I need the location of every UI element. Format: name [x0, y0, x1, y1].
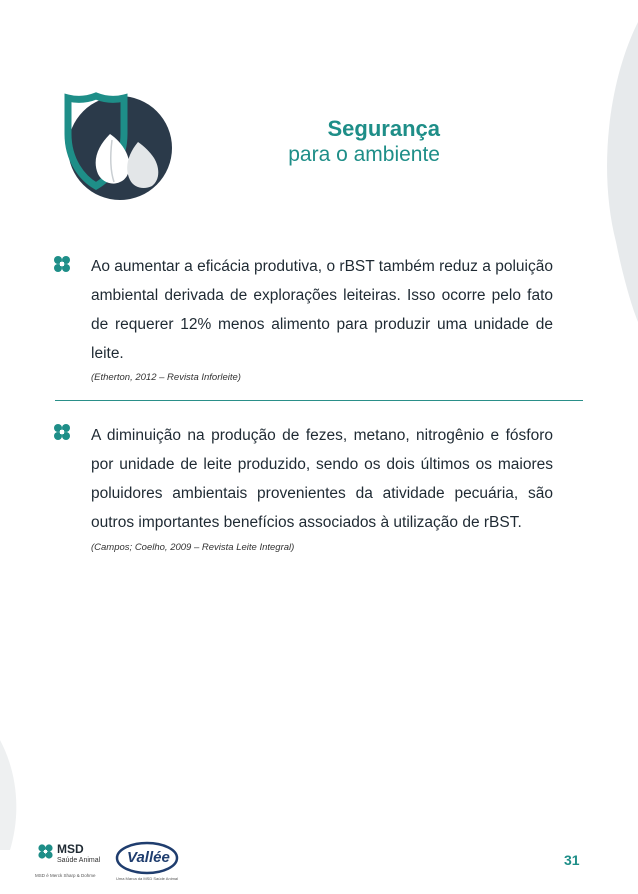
- citation-2: (Campos; Coelho, 2009 – Revista Leite Integral): [91, 542, 295, 553]
- paragraph-1: Ao aumentar a eficácia produtiva, o rBST também reduz a poluição ambiental derivada de explorações leiteiras. Isso ocorre pelo fato de requerer 12% menos alimento para produzir uma unidade de leite.: [91, 258, 553, 362]
- section-divider: [55, 400, 583, 401]
- page-title: Segurança: [327, 116, 440, 141]
- shield-leaf-icon: [58, 82, 178, 202]
- citation-1: (Etherton, 2012 – Revista Inforleite): [91, 372, 241, 383]
- msd-cross-icon: [52, 254, 72, 274]
- msd-footnote: MSD é Merck Sharp & Dohme: [35, 873, 96, 878]
- vallee-brand: Vallée: [127, 849, 170, 866]
- page-subtitle: para o ambiente: [288, 143, 440, 166]
- vallee-footnote: Uma Marca da MSD Saúde Animal: [116, 876, 179, 881]
- msd-tagline: Saúde Animal: [57, 857, 101, 864]
- section-header: [200, 116, 440, 168]
- paragraph-2: A diminuição na produção de fezes, metano, nitrogênio e fósforo por unidade de leite produzido, sendo os dois últimos os maiores poluidores ambientais provenientes da atividade pecuária, são outros importantes benefícios associados à utilização de rBST.: [91, 427, 553, 531]
- decorative-arc-right: [598, 22, 638, 322]
- msd-brand: MSD: [57, 842, 84, 856]
- page-number: 31: [564, 852, 580, 868]
- decorative-arc-left: [0, 740, 24, 850]
- msd-cross-icon: [52, 422, 72, 442]
